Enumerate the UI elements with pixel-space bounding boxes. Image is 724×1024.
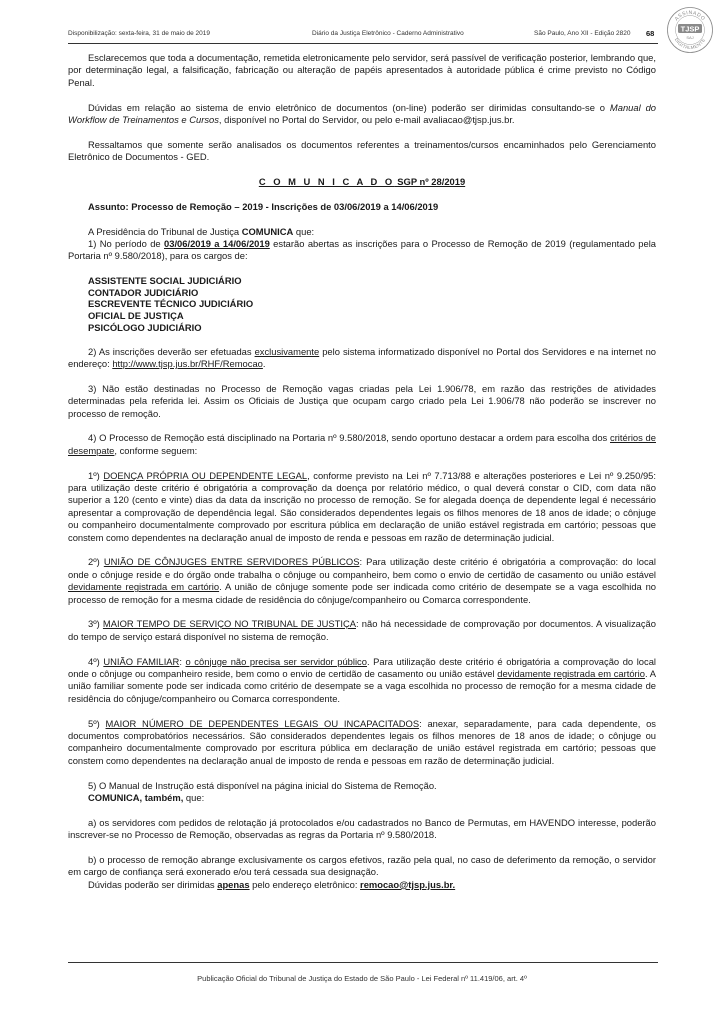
text-segment: : Para utilização deste critério é obrigatória a comprovação: do local onde o cônjuge reside e do órgão onde trabalha o cônjuge ou companheiro, bem como o envio de certidão de casamento ou união estável	[68, 556, 656, 580]
page-header	[68, 30, 658, 42]
cargos-list	[68, 275, 656, 333]
text-segment: : não há necessidade de comprovação por documentos. A visualização do tempo de serviço estará disponível no sistema de remoção.	[68, 618, 656, 642]
header-disponibilizacao: Disponibilização: sexta-feira, 31 de maio de 2019	[68, 30, 211, 37]
paragraph-duvidas-sistema	[68, 102, 656, 127]
item-b: b) o processo de remoção abrange exclusivamente os cargos efetivos, razão pela qual, no caso de deferimento da remoção, o servidor em cargo de confiança será exonerado e/ou terá cessada sua designação.	[68, 854, 656, 878]
list-item: ESCREVENTE TÉCNICO JUDICIÁRIO	[88, 298, 254, 310]
list-item: ASSISTENTE SOCIAL JUDICIÁRIO	[88, 275, 242, 287]
criterio-4	[68, 656, 656, 706]
criterio-1-title: DOENÇA PRÓPRIA OU DEPENDENTE LEGAL	[103, 469, 308, 481]
text-segment: pelo endereço eletrônico:	[249, 878, 361, 890]
header-diario: Diário da Justiça Eletrônico - Caderno Administrativo	[312, 30, 464, 37]
text-segment: 5º)	[88, 717, 106, 729]
registro-cartorio: devidamente registrada em cartório	[497, 668, 645, 680]
paragraph-duvidas-email	[68, 879, 656, 891]
criterio-2-title: UNIÃO DE CÔNJUGES ENTRE SERVIDORES PÚBLICOS	[103, 556, 360, 568]
paragraph-presidencia	[68, 226, 656, 238]
item-5: 5) O Manual de Instrução está disponível na página inicial do Sistema de Remoção.	[88, 779, 437, 791]
text-segment: , disponível no Portal do Servidor, ou pelo e-mail avaliacao@tjsp.jus.br.	[218, 114, 515, 126]
paragraph-esclarecemos: Esclarecemos que toda a documentação, remetida eletronicamente pelo servidor, será passível de verificação posterior, lembrando que, por determinação legal, a falsificação, fabricação ou alteração de papéis apresentados à autoridade pública é crime previsto no Código Penal.	[68, 52, 656, 88]
exclusivamente: exclusivamente	[254, 345, 320, 357]
criterio-5	[68, 718, 656, 768]
text-segment: . Para utilização deste critério é obrigatória a comprovação do local onde o cônjuge ou companheiro reside, bem como o envio de certidão de casamento ou união estável	[68, 655, 656, 680]
text-segment: 4) O Processo de Remoção está disciplinado na Portaria nº 9.580/2018, sendo oportuno destacar a ordem para escolha dos	[88, 432, 610, 444]
apenas: apenas	[217, 878, 250, 890]
text-segment: 4º)	[88, 655, 104, 667]
seal-sub-text: SAJ	[686, 35, 694, 40]
document-body	[68, 52, 656, 904]
criterio-2	[68, 556, 656, 606]
manual-title: Manual do Workflow de Treinamentos e Cursos	[68, 101, 657, 126]
text-segment: : anexar, separadamente, para cada dependente, os documentos comprobatórios necessários. São considerados dependentes legais os filhos menores de 18 anos de idade; o cônjuge ou companheiro documentalmente comprovado por escritura pública em declaração de união estável registrada em cartório; pessoas que constem como dependentes na declaração anual de imposto de renda e pessoas em razão de determinação judicial.	[68, 717, 656, 766]
text-segment: estarão abertas as inscrições para o Processo de Remoção de 2019 (regulamentado pela Portaria nº 9.580/2018), para os cargos de:	[68, 238, 656, 262]
remocao-url-link[interactable]: http://www.tjsp.jus.br/RHF/Remocao	[112, 357, 263, 369]
criterios-desempate: critérios de desempate	[68, 432, 656, 456]
text-segment: , conforme previsto na Lei nº 7.713/88 e alterações posteriores e Lei nº 9.250/95: para utilização deste critério é obrigatória a comprovação da doença por relatório médico, o qual deverá constar o CID, com data não superior a 120 (cento e vinte) dias da data da inscrição no processo de remoção. Se for alegada doença de dependente legal é necessário apresentar a comprovação de dependência legal. São considerados dependentes legais os filhos menores de 18 anos de idade; o cônjuge ou companheiro documentalmente comprovado por escritura pública em declaração de união estável registrada em cartório; pessoas que constem como dependentes na declaração anual de imposto de renda e pessoas em razão de determinação judicial.	[68, 469, 656, 543]
text-segment: Dúvidas poderão ser dirimidas	[88, 878, 218, 890]
list-item: CONTADOR JUDICIÁRIO	[88, 286, 199, 298]
comunicado-title	[68, 176, 656, 188]
text-segment: pelo sistema informatizado disponível no Portal dos Servidores e na internet no endereço:	[68, 345, 656, 369]
seal-bottom-text: DIGITALMENTE	[673, 37, 707, 51]
registro-cartorio: devidamente registrada em cartório	[68, 581, 220, 593]
footer-rule	[68, 962, 658, 963]
page-footer: Publicação Oficial do Tribunal de Justiça do Estado de São Paulo - Lei Federal nº 11.419/06, art. 4º	[197, 974, 527, 983]
text-segment: 2) As inscrições deverão ser efetuadas	[88, 345, 255, 357]
text-segment: 3º)	[88, 618, 103, 630]
list-item: OFICIAL DE JUSTIÇA	[88, 310, 184, 321]
criterio-5-title: MAIOR NÚMERO DE DEPENDENTES LEGAIS OU INCAPACITADOS	[105, 717, 420, 729]
criterio-3	[68, 618, 656, 643]
list-item: PSICÓLOGO JUDICIÁRIO	[88, 321, 202, 333]
svg-text:ASSINADO	[674, 10, 706, 22]
criterio-4-title: UNIÃO FAMILIAR	[103, 655, 180, 667]
seal-center-text: TJSP	[680, 24, 700, 34]
tjsp-digital-seal-icon	[666, 6, 714, 54]
remocao-email-link[interactable]: remocao@tjsp.jus.br.	[360, 878, 456, 890]
seal-top-text: ASSINADO	[673, 9, 707, 23]
comunicado-number: SGP nº 28/2019	[394, 176, 466, 188]
text-segment: 1º)	[88, 469, 104, 481]
comunica-tambem	[68, 792, 656, 804]
text-segment: . A união familiar somente pode ser indicada como critério de desempate se a vaga escolhida no processo de remoção for a mesma cidade de residência do cônjuge/companheiro ou Comarca correspondente.	[68, 668, 656, 704]
text-segment: , conforme seguem:	[114, 444, 198, 456]
comunicado-word: C O M U N I C A D O	[258, 176, 395, 188]
conjuge-nao-servidor: o cônjuge não precisa ser servidor público	[185, 655, 367, 667]
item-2	[68, 346, 656, 371]
text-segment: :	[179, 655, 186, 667]
item-a: a) os servidores com pedidos de relotação já protocolados e/ou cadastrados no Banco de Permutas, em HAVENDO interesse, poderão inscrever-se no Processo de Remoção, observadas as regras da Portaria nº 9.580/2018.	[68, 816, 656, 841]
comunica-tambem-bold: COMUNICA, também,	[88, 792, 184, 804]
page-number: 68	[646, 29, 655, 38]
periodo-inscricoes: 03/06/2019 a 14/06/2019	[164, 238, 270, 250]
text-segment: 2º)	[88, 556, 104, 568]
text-segment: 1) No período de	[88, 238, 165, 250]
comunica-bold: COMUNICA	[241, 225, 294, 237]
header-local-edicao: São Paulo, Ano XII - Edição 2820	[534, 30, 631, 37]
text-segment: .	[262, 357, 266, 369]
criterio-3-title: MAIOR TEMPO DE SERVIÇO NO TRIBUNAL DE JUSTIÇA	[102, 618, 356, 630]
text-segment: A Presidência do Tribunal de Justiça	[88, 225, 242, 237]
item-4	[68, 432, 656, 457]
assunto: Assunto: Processo de Remoção – 2019 - Inscrições de 03/06/2019 a 14/06/2019	[88, 200, 439, 212]
text-segment: que:	[293, 225, 315, 237]
criterio-1	[68, 470, 656, 544]
text-segment: que:	[183, 792, 205, 804]
item-3: 3) Não estão destinadas no Processo de Remoção vagas criadas pela Lei 1.906/78, em razão das restrições de atividades determinadas pela referida lei. Assim os Oficiais de Justiça que ocupam cargo criado pela Lei 1.906/78 não poderão se inscrever no processo de remoção.	[68, 382, 656, 419]
text-segment: . A união de cônjuge somente pode ser indicada como critério de desempate se a vaga escolhida no processo de remoção for a mesma cidade de residência do cônjuge/companheiro ou Comarca correspondente.	[68, 581, 657, 605]
paragraph-ressaltamos: Ressaltamos que somente serão analisados os documentos referentes a treinamentos/cursos encaminhados pelo Gerenciamento Eletrônico de Documentos - GED.	[68, 138, 656, 163]
header-rule	[68, 43, 658, 44]
text-segment: Dúvidas em relação ao sistema de envio eletrônico de documentos (on-line) poderão ser dirimidas consultando-se o	[88, 101, 610, 113]
item-1	[68, 238, 656, 263]
